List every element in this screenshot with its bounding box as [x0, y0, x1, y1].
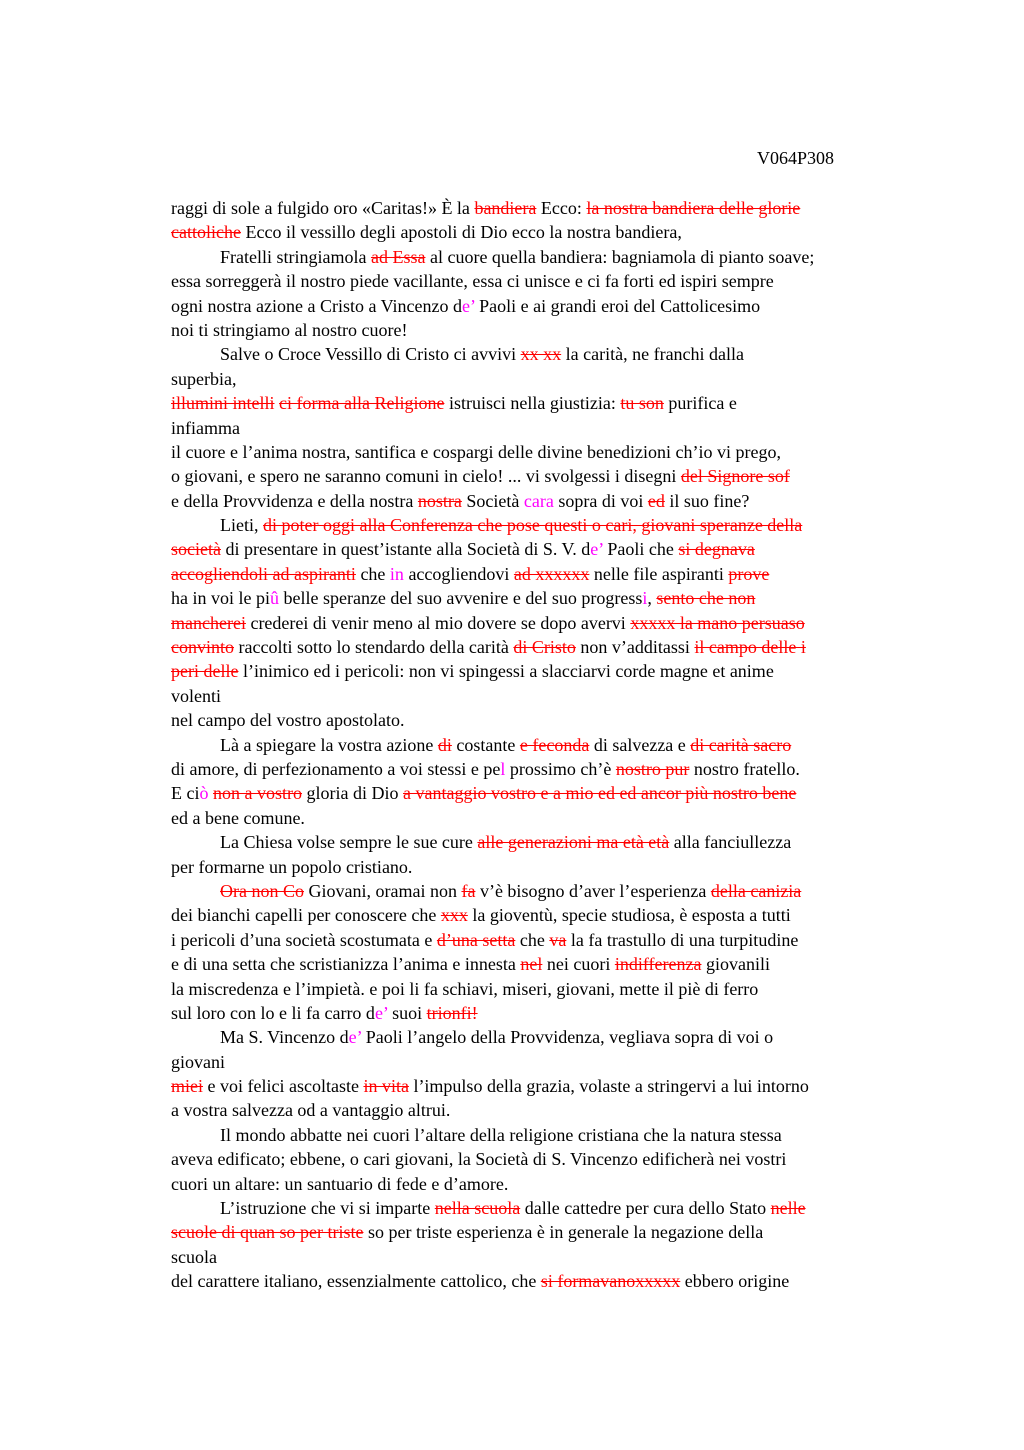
text-segment: il suo fine?	[664, 490, 750, 511]
inserted-text: e’	[462, 295, 475, 316]
text-line	[171, 611, 931, 635]
text-segment: e voi felici ascoltaste	[203, 1076, 364, 1097]
text-segment: l’impulso della grazia, volaste a stringervi a lui intorno	[408, 1076, 809, 1097]
text-line	[171, 318, 931, 342]
deleted-text: prove	[728, 563, 770, 584]
text-segment: Salve o Croce Vessillo di Cristo ci avvivi	[220, 344, 521, 365]
deleted-text: xxx	[440, 905, 468, 926]
deleted-text: ad Essa	[370, 246, 426, 267]
text-line	[171, 1001, 931, 1025]
deleted-text: tu son	[620, 393, 664, 414]
text-segment: nei cuori	[542, 954, 615, 975]
deleted-text: trionfi!	[426, 1002, 478, 1023]
text-line	[171, 1269, 931, 1293]
text-line	[171, 830, 931, 854]
text-segment: gloria di Dio	[302, 783, 403, 804]
text-segment: dalle cattedre per cura dello Stato	[520, 1198, 771, 1219]
text-segment: o giovani, e spero ne saranno comuni in cielo! ... vi svolgessi i disegni	[171, 466, 681, 487]
text-segment: e della Provvidenza e della nostra	[171, 490, 418, 511]
deleted-text: indifferenza	[614, 954, 702, 975]
text-segment: prossimo ch’è	[505, 758, 616, 779]
deleted-text: il campo delle i	[694, 637, 806, 658]
text-line	[171, 635, 931, 659]
inserted-text: ò	[199, 783, 209, 804]
page-reference: V064P308	[757, 148, 835, 168]
text-line	[171, 245, 931, 269]
text-segment: Là a spiegare la vostra azione	[220, 734, 438, 755]
inserted-text: in	[389, 563, 404, 584]
text-segment: sopra di voi	[553, 490, 648, 511]
text-line	[171, 1220, 931, 1244]
text-segment: nostro fratello.	[689, 758, 800, 779]
text-segment: v’è bisogno d’aver l’esperienza	[475, 880, 711, 901]
deleted-text: del Signore sof	[680, 466, 790, 487]
deleted-text: nel	[520, 954, 543, 975]
text-segment: purifica e	[663, 393, 737, 414]
text-line	[171, 1025, 931, 1049]
text-segment: so per triste esperienza è in generale la negazione della	[363, 1222, 764, 1243]
text-segment: non v’additassi	[575, 637, 695, 658]
text-segment: ,	[647, 588, 657, 609]
deleted-text: si degnava	[678, 539, 755, 560]
text-segment: noi ti stringiamo al nostro cuore!	[171, 319, 408, 340]
deleted-text: peri delle	[171, 661, 239, 682]
text-segment: sul loro con lo e li fa carro d	[171, 1002, 375, 1023]
text-segment: La Chiesa volse sempre le sue cure	[220, 832, 478, 853]
text-line	[171, 903, 931, 927]
text-segment: i pericoli d’una società scostumata e	[171, 929, 437, 950]
deleted-text: si formavanoxxxxx	[540, 1271, 681, 1292]
text-segment: crederei di venir meno al mio dovere se dopo avervi	[245, 612, 631, 633]
text-line	[171, 806, 931, 830]
text-segment: superbia,	[171, 368, 237, 389]
deleted-text: ad xxxxxx	[513, 563, 590, 584]
text-line	[171, 586, 931, 610]
text-segment: la gioventù, specie studiosa, è esposta a tutti	[467, 905, 791, 926]
text-segment: la miscredenza e l’impietà. e poi li fa schiavi, miseri, giovani, mette il piè di ferro	[171, 978, 759, 999]
text-segment: Lieti,	[220, 515, 263, 536]
deleted-text: nella scuola	[434, 1198, 521, 1219]
inserted-text: e’	[374, 1002, 388, 1023]
text-segment: il cuore e l’anima nostra, santifica e cospargi delle divine benedizioni ch’io vi prego,	[171, 441, 781, 462]
text-segment: scuola	[171, 1246, 217, 1267]
text-line	[171, 1196, 931, 1220]
deleted-text: convinto	[171, 637, 234, 658]
text-segment: di presentare in quest’istante alla Società di S. V. d	[220, 539, 591, 560]
text-line	[171, 1245, 931, 1269]
text-line	[171, 1098, 931, 1122]
text-segment: belle speranze del suo avvenire e del suo progress	[278, 588, 643, 609]
deleted-text: mancherei	[171, 612, 246, 633]
inserted-text: û	[269, 588, 279, 609]
text-segment: per formarne un popolo cristiano.	[171, 856, 413, 877]
text-line	[171, 562, 931, 586]
text-line	[171, 440, 931, 464]
text-segment: L’istruzione che vi si imparte	[220, 1198, 435, 1219]
text-segment: raccolti sotto lo stendardo della carità	[234, 637, 514, 658]
text-segment: Paoli l’angelo della Provvidenza, vegliava sopra di voi o	[361, 1027, 774, 1048]
text-line	[171, 367, 931, 391]
manuscript-text	[171, 196, 931, 1294]
text-line	[171, 708, 931, 732]
text-segment: alla fanciullezza	[669, 832, 792, 853]
text-segment: volenti	[171, 685, 221, 706]
text-segment: Paoli che	[602, 539, 679, 560]
deleted-text: ci forma alla Religione	[279, 393, 445, 414]
text-line	[171, 1050, 931, 1074]
text-line	[171, 1123, 931, 1147]
deleted-text: accogliendoli ad aspiranti	[171, 563, 356, 584]
text-line	[171, 196, 931, 220]
inserted-text: e’	[590, 539, 603, 560]
text-line	[171, 733, 931, 757]
text-segment: E ci	[171, 783, 200, 804]
deleted-text: illumini intelli	[171, 393, 275, 414]
text-segment: dei bianchi capelli per conoscere che	[171, 905, 441, 926]
text-segment: Fratelli stringiamola	[220, 246, 371, 267]
deleted-text: nostro pur	[615, 758, 690, 779]
deleted-text: nelle	[770, 1198, 806, 1219]
deleted-text: scuole di quan so per triste	[171, 1222, 364, 1243]
text-segment: costante	[451, 734, 520, 755]
text-segment: raggi di sole a fulgido oro «Caritas!» È la	[171, 198, 475, 218]
text-segment: aveva edificato; ebbene, o cari giovani, la Società di S. Vincenzo edificherà nei vostri	[171, 1149, 787, 1170]
inserted-text: l	[500, 758, 506, 779]
deleted-text: società	[171, 539, 221, 560]
text-line	[171, 977, 931, 1001]
deleted-text: la nostra bandiera delle glorie	[586, 198, 801, 218]
deleted-text: e feconda	[519, 734, 590, 755]
text-segment: Ma S. Vincenzo d	[220, 1027, 349, 1048]
text-line	[171, 1147, 931, 1171]
text-segment: al cuore quella bandiera: bagniamola di pianto soave;	[425, 246, 815, 267]
text-segment: giovanili	[701, 954, 770, 975]
text-segment: cuori un altare: un santuario di fede e d’amore.	[171, 1173, 509, 1194]
deleted-text: sento che non	[656, 588, 756, 609]
deleted-text: miei	[171, 1076, 203, 1097]
text-segment: nelle file aspiranti	[589, 563, 729, 584]
text-segment: ogni nostra azione a Cristo a Vincenzo d	[171, 295, 463, 316]
text-line	[171, 879, 931, 903]
text-line	[171, 781, 931, 805]
deleted-text: d’una setta	[436, 929, 516, 950]
text-line	[171, 757, 931, 781]
text-segment: ed a bene comune.	[171, 807, 305, 828]
text-line	[171, 464, 931, 488]
deleted-text: va	[549, 929, 567, 950]
deleted-text: alle generazioni ma età età	[477, 832, 670, 853]
text-line	[171, 416, 931, 440]
text-line	[171, 269, 931, 293]
text-line	[171, 1172, 931, 1196]
deleted-text: a vantaggio vostro e a mio ed ed ancor più nostro bene	[403, 783, 797, 804]
inserted-text: e’	[348, 1027, 362, 1048]
deleted-text: di Cristo	[513, 637, 576, 658]
text-segment: del carattere italiano, essenzialmente cattolico, che	[171, 1271, 541, 1292]
text-line	[171, 684, 931, 708]
text-segment: essa sorreggerà il nostro piede vacillante, essa ci unisce e ci fa forti ed ispiri sempre	[171, 271, 774, 292]
text-line	[171, 513, 931, 537]
text-line	[171, 659, 931, 683]
text-segment: Ecco il vessillo degli apostoli di Dio ecco la nostra bandiera,	[240, 222, 682, 243]
text-segment: che	[355, 563, 390, 584]
text-segment: suoi	[387, 1002, 427, 1023]
deleted-text: fa	[461, 880, 476, 901]
text-segment: infiamma	[171, 417, 240, 438]
text-segment: istruisci nella giustizia:	[444, 393, 621, 414]
text-segment: Giovani, oramai non	[304, 880, 462, 901]
deleted-text: xx xx	[520, 344, 562, 365]
text-line	[171, 952, 931, 976]
deleted-text: Ora non Co	[220, 880, 304, 901]
text-line	[171, 294, 931, 318]
text-segment: l’inimico ed i pericoli: non vi spingessi a slacciarvi corde magne et anime	[238, 661, 774, 682]
text-segment: e di una setta che scristianizza l’anima e innesta	[171, 954, 521, 975]
text-line	[171, 1074, 931, 1098]
inserted-text: i	[642, 588, 648, 609]
deleted-text: di poter oggi alla Conferenza che pose questi o cari, giovani speranze della	[263, 515, 803, 536]
text-segment: di amore, di perfezionamento a voi stessi e pe	[171, 758, 501, 779]
text-segment: Il mondo abbatte nei cuori l’altare della religione cristiana che la natura stessa	[220, 1124, 782, 1145]
deleted-text: cattoliche	[171, 222, 241, 243]
text-line	[171, 537, 931, 561]
text-segment: la carità, ne franchi dalla	[561, 344, 745, 365]
deleted-text: xxxxx la mano persuaso	[630, 612, 805, 633]
deleted-text: di carità sacro	[690, 734, 792, 755]
inserted-text: cara	[523, 490, 554, 511]
text-line	[171, 928, 931, 952]
deleted-text: di	[437, 734, 452, 755]
text-segment: giovani	[171, 1051, 225, 1072]
deleted-text: in vita	[363, 1076, 409, 1097]
text-segment: di salvezza e	[589, 734, 691, 755]
text-segment: la fa trastullo di una turpitudine	[566, 929, 799, 950]
text-line	[171, 220, 931, 244]
text-segment: ha in voi le pi	[171, 588, 270, 609]
text-line	[171, 489, 931, 513]
deleted-text: ed	[647, 490, 665, 511]
text-segment: Ecco:	[536, 198, 587, 218]
deleted-text: della canizia	[710, 880, 802, 901]
text-line	[171, 855, 931, 879]
text-line	[171, 342, 931, 366]
text-segment: Paoli e ai grandi eroi del Cattolicesimo	[474, 295, 761, 316]
text-line	[171, 391, 931, 415]
text-segment: che	[515, 929, 550, 950]
text-segment: ebbero origine	[680, 1271, 790, 1292]
text-segment: a vostra salvezza od a vantaggio altrui.	[171, 1100, 451, 1121]
deleted-text: nostra	[417, 490, 462, 511]
deleted-text: non a vostro	[213, 783, 302, 804]
deleted-text: bandiera	[474, 198, 537, 218]
text-segment: accogliendovi	[403, 563, 514, 584]
text-segment: Società	[461, 490, 524, 511]
text-segment: nel campo del vostro apostolato.	[171, 710, 405, 731]
